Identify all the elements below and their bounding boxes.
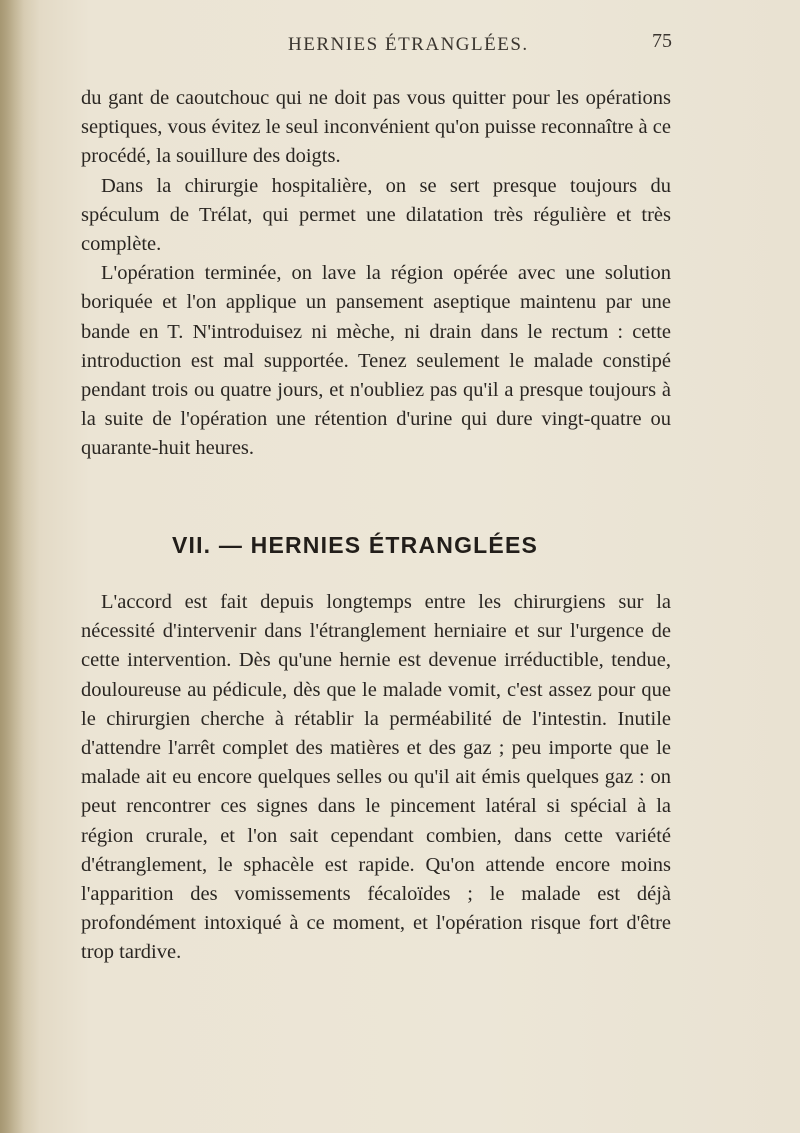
running-head	[0, 30, 800, 60]
paragraph-continuation: du gant de caoutchouc qui ne doit pas vous quitter pour les opérations septiques, vous évitez le seul inconvénient qu'on puisse reconnaître à ce procédé, la souillure des doigts.	[81, 87, 671, 168]
paragraph-speculum: Dans la chirurgie hospitalière, on se sert presque toujours du spéculum de Trélat, qui permet une dilatation très régulière et très complète.	[81, 174, 671, 256]
page-number: 75	[652, 30, 672, 52]
text-block-top	[81, 84, 671, 464]
running-title: HERNIES ÉTRANGLÉES.	[288, 34, 529, 55]
section-heading	[0, 532, 800, 559]
paragraph-postoperative: L'opération terminée, on lave la région opérée avec une solution boriquée et l'on applique un pansement aseptique maintenu par une bande en T. N'introduisez ni mèche, ni drain dans le rectum : cette introduction est mal supportée. Tenez seulement le malade constipé pendant trois ou quatre jours, et n'oubliez pas qu'il a presque toujours à la suite de l'opération une rétention d'urine qui dure vingt-quatre ou quarante-huit heures.	[81, 262, 671, 460]
paragraph-hernies: L'accord est fait depuis longtemps entre les chirurgiens sur la nécessité d'intervenir dans l'étranglement herniaire et sur l'urgence de cette intervention. Dès qu'une hernie est devenue irréductible, tendue, douloureuse au pédicule, dès que le malade vomit, c'est assez pour que le chirurgien cherche à rétablir la perméabilité de l'intestin. Inutile d'attendre l'arrêt complet des matières et des gaz ; peu importe que le malade ait eu encore quelques selles ou qu'il ait émis quelques gaz : on peut rencontrer ces signes dans le pincement latéral si spécial à la région crurale, et l'on sait cependant combien, dans cette variété d'étranglement, le sphacèle est rapide. Qu'on attende encore moins l'apparition des vomissements fécaloïdes ; le malade est déjà profondément intoxiqué à ce moment, et l'opération risque fort d'être trop tardive.	[81, 591, 671, 964]
text-block-bottom	[81, 588, 671, 968]
section-heading-text: VII. — HERNIES ÉTRANGLÉES	[171, 532, 539, 558]
